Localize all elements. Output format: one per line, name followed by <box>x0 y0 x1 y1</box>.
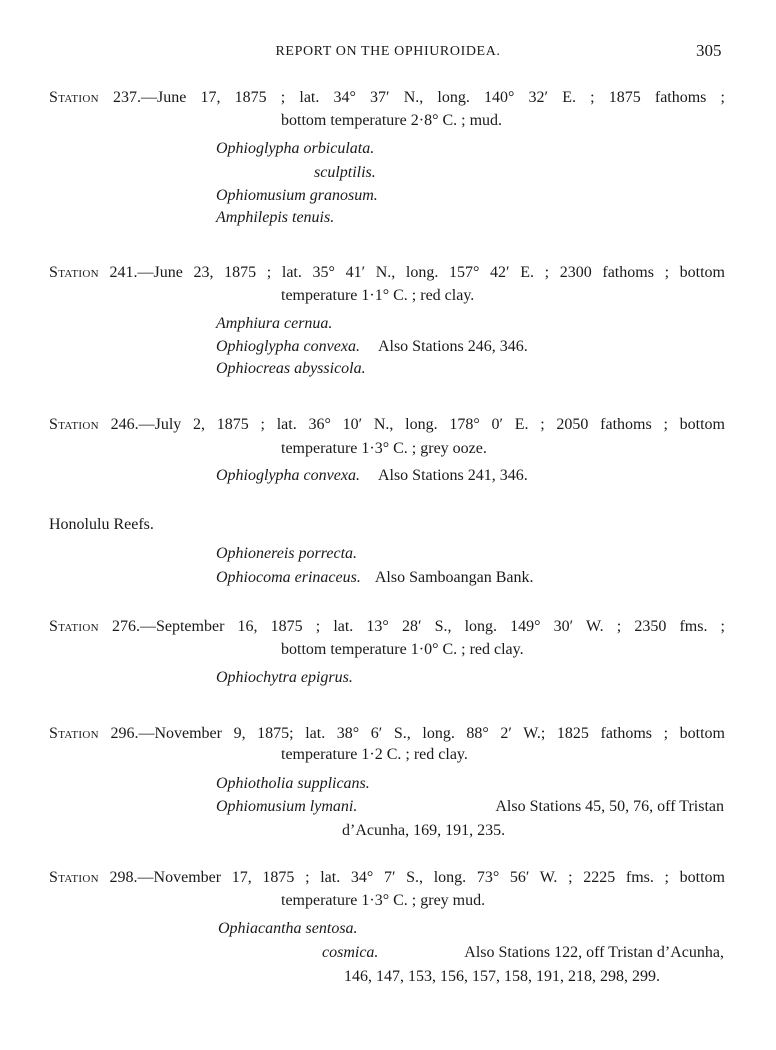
station-details: 298.—November 17, 1875 ; lat. 34° 7′ S., long. 73° 56′ W. ; 2225 fms. ; bottom <box>109 869 726 886</box>
species-name: Amphilepis tenuis. <box>216 209 335 226</box>
species-note: Also Stations 246, 346. <box>377 338 528 355</box>
locality-heading: Honolulu Reefs. <box>49 516 154 533</box>
species-name: Ophioglypha convexa. <box>216 338 360 355</box>
species-name: Ophioglypha convexa. <box>216 467 360 484</box>
station-label: Station <box>49 89 99 106</box>
station-298-conditions: temperature 1·3° C. ; grey mud. <box>281 892 486 909</box>
species-note: Also Samboangan Bank. <box>374 569 534 586</box>
species-entry <box>216 467 528 485</box>
station-276-heading <box>49 618 725 636</box>
species-name: Ophiochytra epigrus. <box>216 669 353 686</box>
station-label: Station <box>49 869 99 886</box>
species-entry <box>216 338 528 356</box>
running-header-title: REPORT ON THE OPHIUROIDEA. <box>275 44 501 59</box>
species-name: Ophiotholia supplicans. <box>216 775 370 792</box>
species-name: cosmica. <box>322 944 379 961</box>
station-label: Station <box>49 725 99 742</box>
station-276-conditions: bottom temperature 1·0° C. ; red clay. <box>281 641 524 658</box>
species-entry <box>322 944 724 962</box>
species-name: Ophiocreas abyssicola. <box>216 360 366 377</box>
station-296-heading <box>49 725 725 743</box>
station-246-conditions: temperature 1·3° C. ; grey ooze. <box>281 440 487 457</box>
station-298-heading <box>49 869 725 887</box>
species-name: Ophiocoma erinaceus. <box>216 569 361 586</box>
species-name: Ophiacantha sentosa. <box>218 920 358 937</box>
station-241-heading <box>49 264 725 282</box>
station-details: 241.—June 23, 1875 ; lat. 35° 41′ N., long. 157° 42′ E. ; 2300 fathoms ; bottom <box>109 264 726 281</box>
species-note-continued: 146, 147, 153, 156, 157, 158, 191, 218, 298, 299. <box>344 968 660 985</box>
station-details: 237.—June 17, 1875 ; lat. 34° 37′ N., long. 140° 32′ E. ; 1875 fathoms ; <box>113 89 725 106</box>
species-name: sculptilis. <box>314 164 376 181</box>
station-details: 276.—September 16, 1875 ; lat. 13° 28′ S., long. 149° 30′ W. ; 2350 fms. ; <box>111 618 726 635</box>
station-label: Station <box>49 416 99 433</box>
species-note: Also Stations 122, off Tristan d’Acunha, <box>464 944 724 961</box>
station-246-heading <box>49 416 725 434</box>
species-entry <box>216 798 724 816</box>
species-entry <box>216 569 534 587</box>
species-name: Ophiomusium lymani. <box>216 798 358 815</box>
species-name: Amphiura cernua. <box>216 315 333 332</box>
station-237-conditions: bottom temperature 2·8° C. ; mud. <box>281 112 503 129</box>
station-label: Station <box>49 264 99 281</box>
station-237-heading <box>49 89 725 107</box>
station-296-conditions: temperature 1·2 C. ; red clay. <box>281 746 468 763</box>
species-note: Also Stations 241, 346. <box>377 467 528 484</box>
species-name: Ophioglypha orbiculata. <box>216 140 375 157</box>
station-details: 246.—July 2, 1875 ; lat. 36° 10′ N., long. 178° 0′ E. ; 2050 fathoms ; bottom <box>110 416 726 433</box>
species-note-continued: d’Acunha, 169, 191, 235. <box>342 822 506 839</box>
station-details: 296.—November 9, 1875; lat. 38° 6′ S., long. 88° 2′ W.; 1825 fathoms ; bottom <box>110 725 726 742</box>
species-name: Ophiomusium granosum. <box>216 187 378 204</box>
page-number: 305 <box>696 41 722 60</box>
species-note: Also Stations 45, 50, 76, off Tristan <box>495 798 724 815</box>
station-label: Station <box>49 618 99 635</box>
station-241-conditions: temperature 1·1° C. ; red clay. <box>281 287 475 304</box>
species-name: Ophionereis porrecta. <box>216 545 358 562</box>
